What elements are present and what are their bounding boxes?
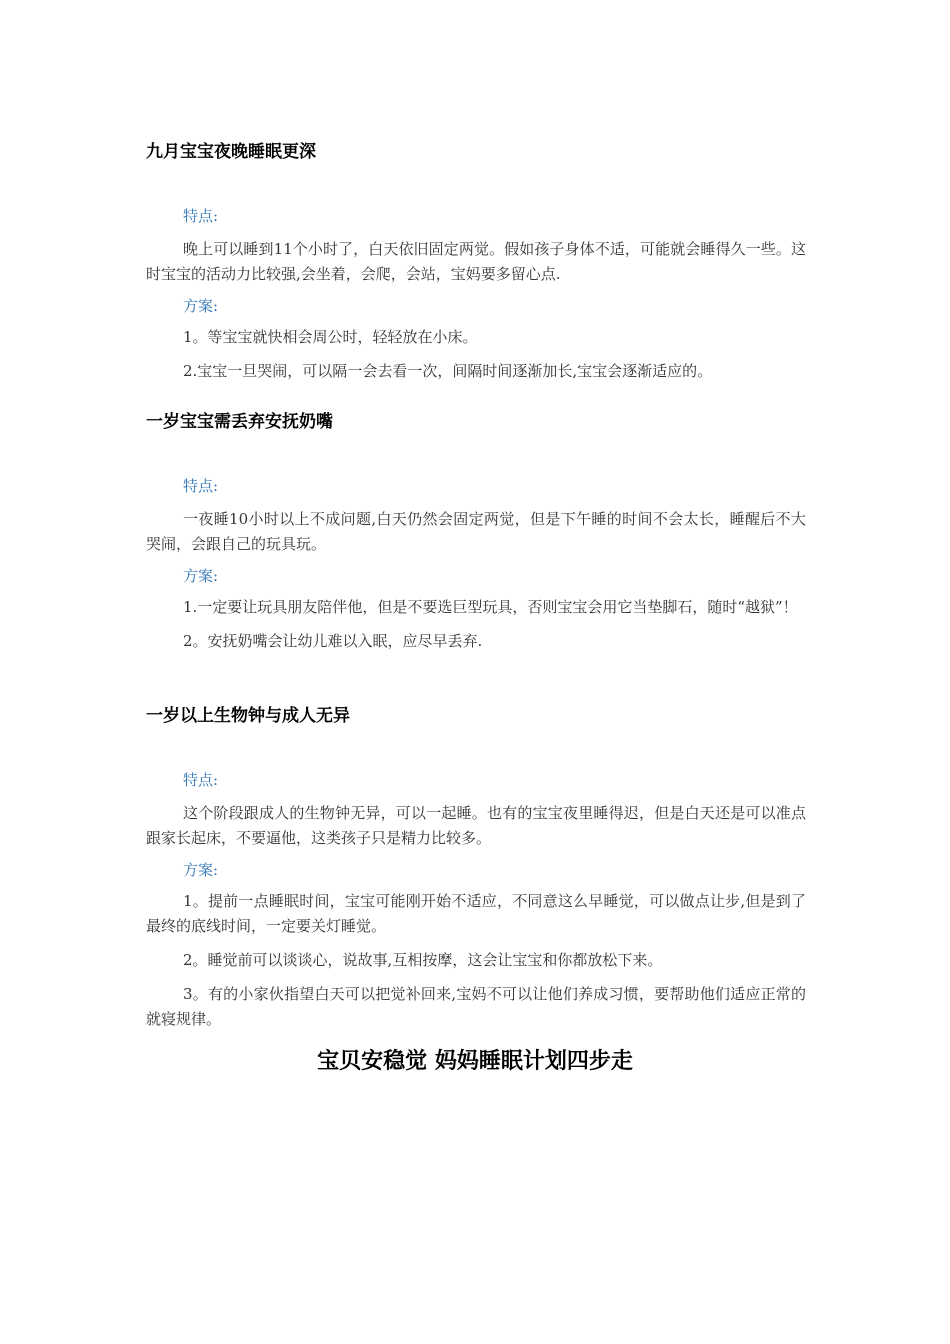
section-nine-month bbox=[146, 141, 806, 384]
plan-label: 方案: bbox=[183, 297, 219, 315]
plan-item: 1.一定要让玩具朋友陪伴他，但是不要选巨型玩具，否则宝宝会用它当垫脚石，随时“越狱”！ bbox=[183, 598, 798, 616]
feature-text: 一夜睡10小时以上不成问题,白天仍然会固定两觉，但是下午睡的时间不会太长，睡醒后不大哭闹，会跟自己的玩具玩。 bbox=[146, 510, 806, 553]
section-heading: 一岁以上生物钟与成人无异 bbox=[146, 706, 350, 726]
plan-label: 方案: bbox=[183, 567, 219, 585]
section-one-year bbox=[146, 411, 806, 654]
feature-label: 特点: bbox=[183, 477, 219, 495]
big-title: 宝贝安稳觉 妈妈睡眠计划四步走 bbox=[317, 1049, 633, 1074]
plan-item: 3。有的小家伙指望白天可以把觉补回来,宝妈不可以让他们养成习惯，要帮助他们适应正常的就寝规律。 bbox=[146, 985, 806, 1028]
plan-item: 2。睡觉前可以谈谈心，说故事,互相按摩，这会让宝宝和你都放松下来。 bbox=[183, 951, 663, 969]
section-heading: 九月宝宝夜晚睡眠更深 bbox=[146, 142, 316, 162]
plan-label: 方案: bbox=[183, 861, 219, 879]
plan-item: 1。等宝宝就快相会周公时，轻轻放在小床。 bbox=[183, 328, 478, 346]
section-heading: 一岁宝宝需丢弃安抚奶嘴 bbox=[146, 412, 333, 432]
plan-item: 2.宝宝一旦哭闹，可以隔一会去看一次，间隔时间逐渐加长,宝宝会逐渐适应的。 bbox=[183, 362, 713, 380]
plan-item: 2。安抚奶嘴会让幼儿难以入眠，应尽早丢弃. bbox=[183, 632, 483, 650]
feature-text: 晚上可以睡到11个小时了，白天依旧固定两觉。假如孩子身体不适，可能就会睡得久一些。这时宝宝的活动力比较强,会坐着，会爬，会站，宝妈要多留心点. bbox=[146, 240, 806, 283]
feature-label: 特点: bbox=[183, 207, 219, 225]
plan-item: 1。提前一点睡眠时间，宝宝可能刚开始不适应，不同意这么早睡觉，可以做点让步,但是到了最终的底线时间，一定要关灯睡觉。 bbox=[146, 892, 806, 935]
section-over-one-year bbox=[146, 705, 806, 1032]
feature-text: 这个阶段跟成人的生物钟无异，可以一起睡。也有的宝宝夜里睡得迟，但是白天还是可以准点跟家长起床，不要逼他，这类孩子只是精力比较多。 bbox=[146, 804, 806, 847]
feature-label: 特点: bbox=[183, 771, 219, 789]
